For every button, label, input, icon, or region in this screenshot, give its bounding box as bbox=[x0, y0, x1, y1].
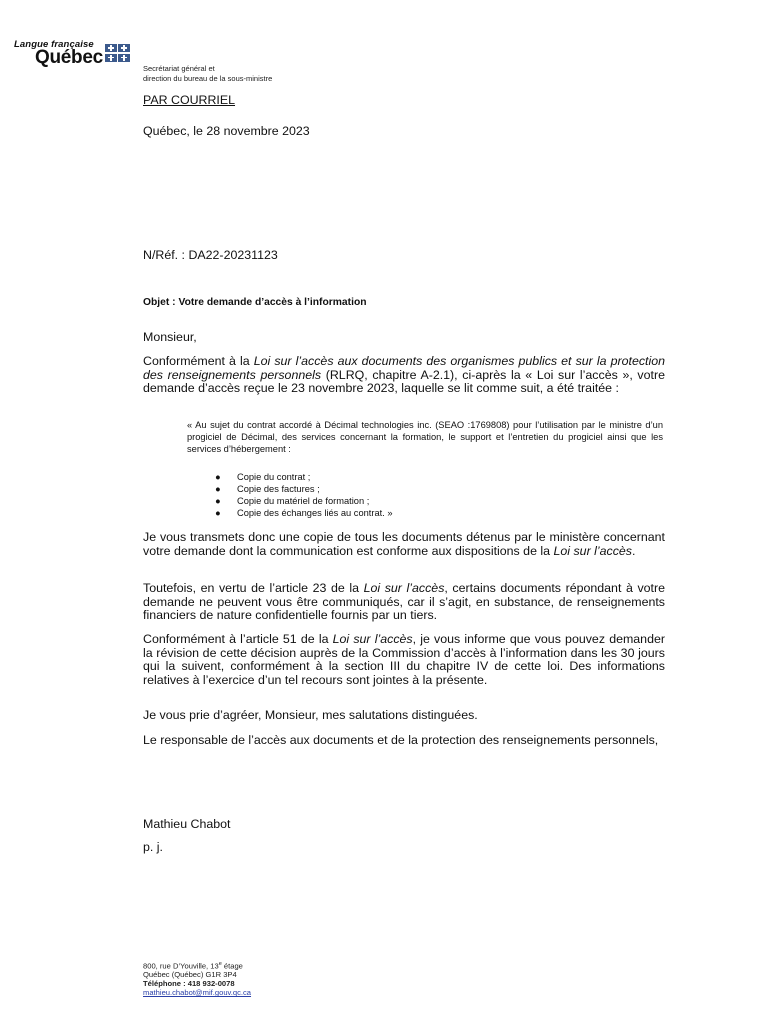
footer-city: Québec (Québec) G1R 3P4 bbox=[143, 970, 237, 980]
footer-phone: Téléphone : 418 932-0078 bbox=[143, 979, 235, 989]
bullet-icon: ● bbox=[215, 483, 221, 494]
department-block bbox=[143, 64, 272, 83]
paragraph-review-rights bbox=[143, 633, 665, 687]
list-item bbox=[215, 472, 393, 484]
paragraph-transmission-part-a: Je vous transmets donc une copie de tous les documents détenus par le ministère concernant votre demande dont la communication est conforme aux dispositions de la bbox=[143, 530, 665, 558]
paragraph-transmission-part-c: . bbox=[632, 543, 636, 558]
department-line-2: direction du bureau de la sous-ministre bbox=[143, 73, 273, 83]
paragraph-restrictions bbox=[143, 582, 665, 623]
footer-address-floor: étage bbox=[221, 961, 243, 971]
footer-email-link[interactable]: mathieu.chabot@mif.gouv.qc.ca bbox=[143, 988, 252, 998]
footer-contact bbox=[143, 960, 251, 998]
list-item bbox=[215, 495, 393, 508]
list-item-label: Copie des échanges liés au contrat. » bbox=[237, 507, 393, 518]
paragraph-transmission bbox=[143, 531, 665, 558]
delivery-method: PAR COURRIEL bbox=[143, 93, 236, 107]
request-quote: « Au sujet du contrat accordé à Décimal technologies inc. (SEAO :1769808) pour l’utilisation par le ministre d’un progiciel de Décimal, des services concernant la formation, le support et l’entretien du progiciel ainsi que les services d’hébergement : bbox=[187, 420, 663, 454]
list-item-label: Copie du matériel de formation ; bbox=[237, 495, 370, 506]
closing-formula: Je vous prie d’agréer, Monsieur, mes salutations distinguées. bbox=[143, 708, 478, 722]
request-bullet-list bbox=[215, 472, 393, 520]
bullet-icon: ● bbox=[215, 472, 221, 482]
law-short-title: Loi sur l’accès bbox=[553, 543, 633, 558]
logo-top-line: Langue française bbox=[14, 39, 94, 50]
signatory-title: Le responsable de l’accès aux documents et de la protection des renseignements personnels, bbox=[143, 733, 659, 747]
law-short-title: Loi sur l’accès bbox=[363, 581, 445, 595]
logo-main-line: Québec bbox=[35, 47, 103, 68]
bullet-icon: ● bbox=[215, 507, 221, 518]
department-line-1: Secrétariat général et bbox=[143, 64, 215, 73]
list-item-label: Copie des factures ; bbox=[237, 483, 320, 494]
subject-line: Objet : Votre demande d’accès à l’information bbox=[143, 297, 367, 308]
law-short-title: Loi sur l’accès bbox=[332, 632, 413, 646]
attachments-note: p. j. bbox=[143, 840, 163, 854]
paragraph-review-part-a: Conformément à l’article 51 de la bbox=[143, 632, 333, 646]
bullet-icon: ● bbox=[215, 495, 221, 506]
paragraph-intro bbox=[143, 355, 665, 396]
law-title: Loi sur l’accès aux documents des organismes publics et sur la protection des renseignements personnels bbox=[143, 354, 666, 382]
reference-number: N/Réf. : DA22-20231123 bbox=[143, 248, 278, 262]
quebec-flag-icon bbox=[105, 44, 130, 62]
list-item bbox=[215, 507, 393, 520]
paragraph-restrictions-part-a: Toutefois, en vertu de l’article 23 de la bbox=[143, 581, 364, 595]
paragraph-intro-part-a: Conformément à la bbox=[143, 354, 254, 368]
paragraph-review-part-c: , je vous informe que vous pouvez demander la révision de cette décision auprès de la Commission d’accès à l’information dans les 30 jours qui la suivent, conformément à la section III du chapitre IV de cette loi. Des informations relatives à l’exercice d’un tel recours sont jointes à la présente. bbox=[143, 632, 665, 687]
letter-date: Québec, le 28 novembre 2023 bbox=[143, 124, 310, 138]
signatory-name: Mathieu Chabot bbox=[143, 817, 231, 831]
footer-address-street: 800, rue D’Youville, 13 bbox=[143, 961, 219, 971]
salutation: Monsieur, bbox=[143, 330, 197, 344]
footer-address-sup: e bbox=[218, 961, 222, 967]
paragraph-restrictions-part-c: , certains documents répondant à votre demande ne peuvent vous être communiqués, car il s’agit, en substance, de renseignements financiers de nature confidentielle fournis par un tiers. bbox=[143, 581, 665, 622]
paragraph-intro-part-c: (RLRQ, chapitre A-2.1), ci-après la « Loi sur l’accès », votre demande d’accès reçue le 23 novembre 2023, laquelle se lit comme suit, a été traitée : bbox=[143, 367, 665, 395]
list-item bbox=[215, 483, 393, 496]
list-item-label: Copie du contrat ; bbox=[237, 472, 311, 482]
